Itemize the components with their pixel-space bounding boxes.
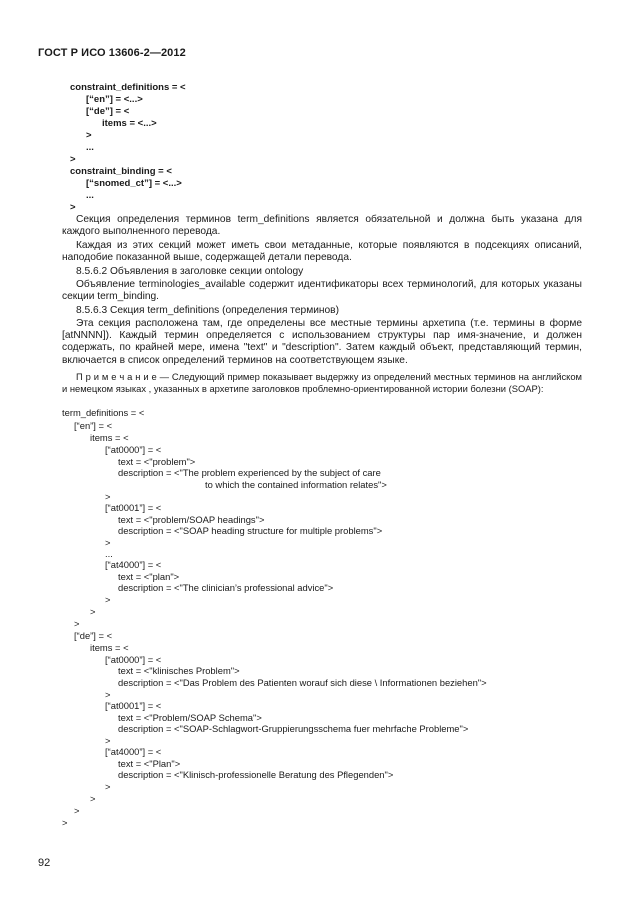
code-line: [“at0000”] = < [105, 444, 162, 455]
code-line: [“snomed_ct”] = <...> [86, 178, 182, 189]
code-line: term_definitions = < [62, 407, 145, 418]
code-line: [“at0001”] = < [105, 700, 162, 711]
document-header: ГОСТ Р ИСО 13606-2—2012 [38, 47, 186, 59]
note-paragraph [62, 371, 582, 394]
code-line: > [105, 491, 111, 502]
code-line: to which the contained information relates"> [205, 479, 387, 490]
code-line: ... [105, 548, 113, 559]
code-line: text = <"klinisches Problem"> [118, 665, 240, 676]
code-line: text = <"Problem/SOAP Schema"> [118, 712, 262, 723]
code-line: items = <...> [102, 118, 157, 129]
code-line: description = <"Das Problem des Patienten worauf sich diese \ Informationen beziehen"> [118, 677, 487, 688]
code-line: description = <"SOAP heading structure for multiple problems"> [118, 525, 383, 536]
code-line: text = <"Plan"> [118, 758, 181, 769]
note-prefix: П р и м е ч а н и е [76, 371, 157, 382]
code-line: ... [86, 190, 94, 201]
code-line: text = <"plan"> [118, 571, 180, 582]
code-line: > [86, 130, 92, 141]
code-line: text = <"problem"> [118, 456, 196, 467]
code-line: > [90, 793, 96, 804]
code-line: > [74, 805, 80, 816]
body-paragraph: Секция определения терминов term_definitions является обязательной и должна быть указана для каждого выполненного перевода. [62, 214, 582, 238]
body-paragraph: Каждая из этих секций может иметь свои метаданные, которые появляются в подсекциях описаний, наподобие показанной выше, содержащей детали перевода. [62, 240, 582, 264]
code-line: > [70, 202, 76, 213]
code-line: [“at4000”] = < [105, 559, 162, 570]
section-heading: 8.5.6.2 Объявления в заголовке секции ontology [76, 266, 304, 277]
code-line: > [105, 537, 111, 548]
code-line: > [62, 817, 68, 828]
code-line: [“en”] = < [74, 420, 113, 431]
note-text: — Следующий пример показывает выдержку из определений местных терминов на английском и немецком языках , указанных в архетипе заголовков проблемно-ориентированной истории болезни (SOAP): [62, 371, 582, 394]
code-line: > [74, 618, 80, 629]
code-line: [“de”] = < [74, 630, 113, 641]
code-line: items = < [90, 642, 129, 653]
code-line: description = <"The problem experienced by the subject of care [118, 467, 381, 478]
code-line: description = <"The clinician’s professional advice"> [118, 582, 334, 593]
body-paragraph: Эта секция расположена там, где определены все местные термины архетипа (т.е. термины в форме [atNNNN]). Каждый термин определяется с использованием структуры пар имя-значение, и должен содержать, по крайней мере, имена "text" и "description". Затем каждый объект, представляющий термин, включается в список определений терминов на соответствующем языке. [62, 318, 582, 366]
code-line: constraint_binding = < [70, 166, 172, 177]
code-line: [“en”] = <...> [86, 94, 143, 105]
code-line: > [105, 689, 111, 700]
code-line: > [90, 606, 96, 617]
section-heading: 8.5.6.3 Секция term_definitions (определения терминов) [76, 305, 339, 316]
code-line: items = < [90, 432, 129, 443]
code-line: > [105, 594, 111, 605]
code-line: description = <"Klinisch-professionelle Beratung des Pflegenden"> [118, 769, 394, 780]
code-line: > [70, 154, 76, 165]
page-number: 92 [38, 857, 51, 869]
code-line: [“at4000”] = < [105, 746, 162, 757]
code-line: [“de”] = < [86, 106, 130, 117]
code-line: constraint_definitions = < [70, 82, 186, 93]
code-line: ... [86, 142, 94, 153]
code-line: [“at0001”] = < [105, 502, 162, 513]
code-line: [“at0000”] = < [105, 654, 162, 665]
body-paragraph: Объявление terminologies_available содержит идентификаторы всех терминологий, для которых указаны секции term_binding. [62, 279, 582, 303]
code-line: > [105, 781, 111, 792]
code-line: text = <"problem/SOAP headings"> [118, 514, 265, 525]
code-line: > [105, 735, 111, 746]
code-line: description = <"SOAP-Schlagwort-Gruppierungsschema fuer mehrfache Probleme"> [118, 723, 469, 734]
